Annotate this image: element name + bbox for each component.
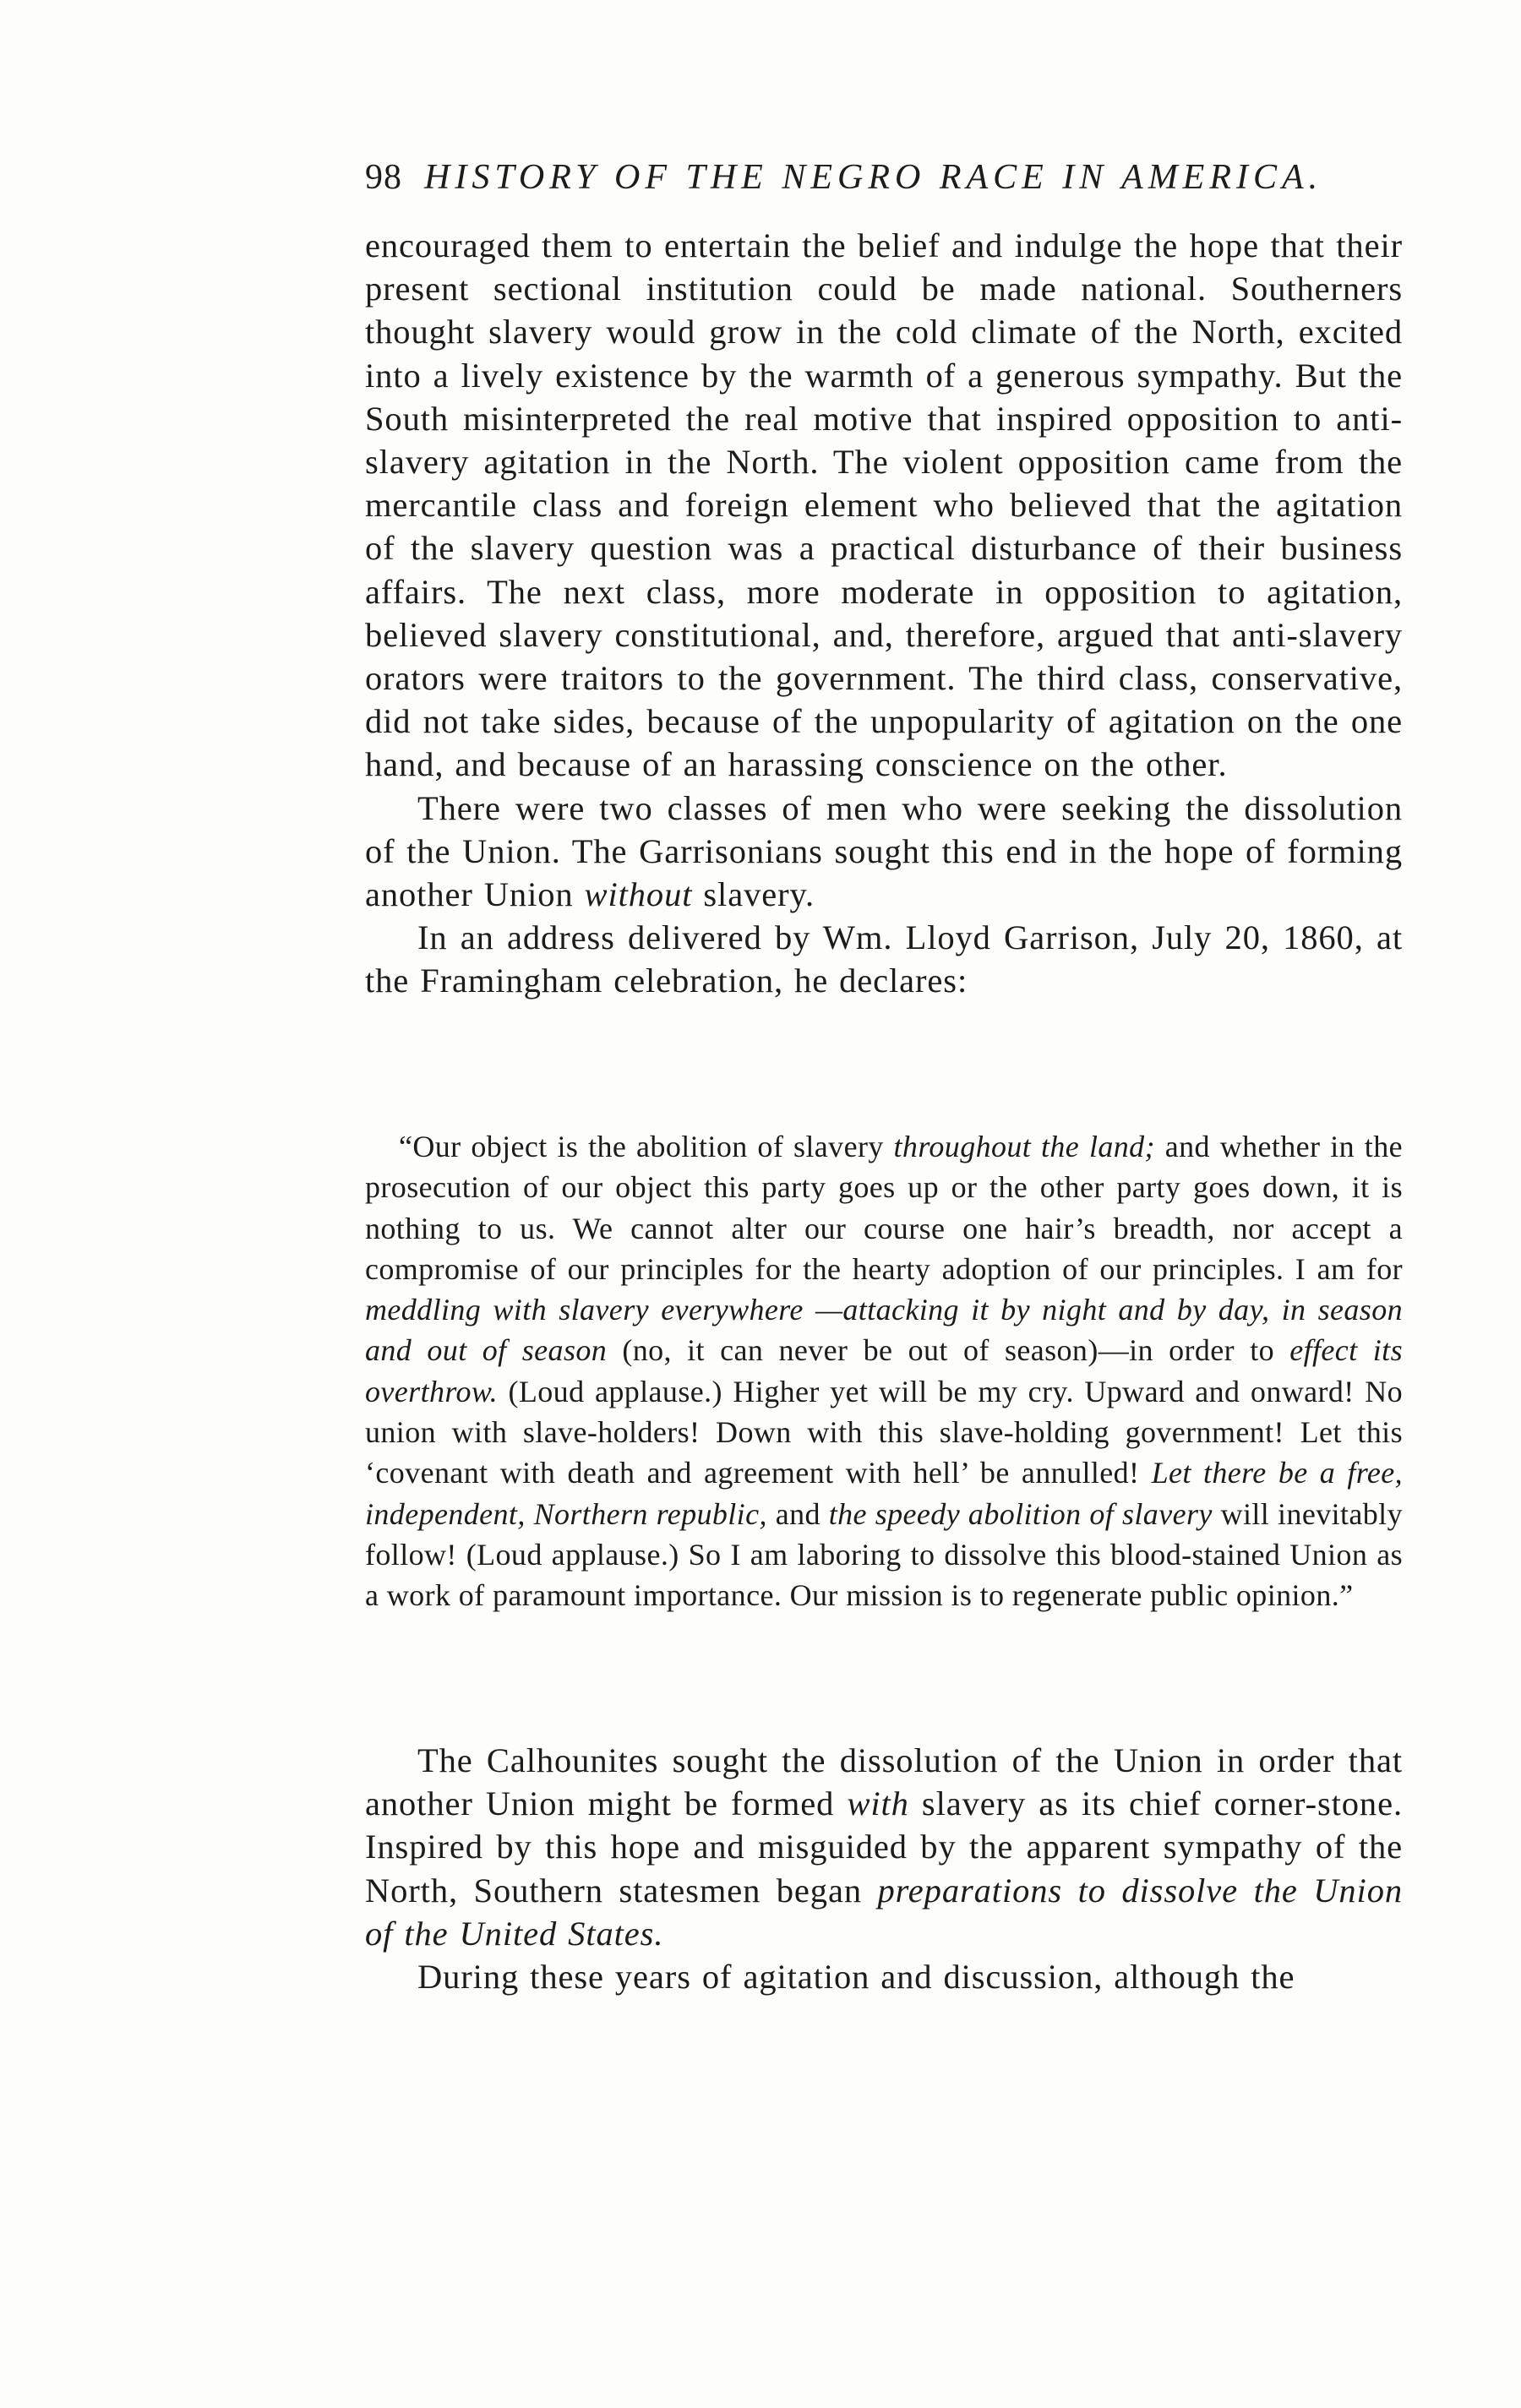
main-text-continued	[365, 1739, 1403, 1998]
paragraph-two-classes	[365, 787, 1403, 917]
paragraph-agitation	[365, 1955, 1403, 1998]
quote-text: (no, it can never be out of season)—in order to	[607, 1333, 1290, 1368]
paragraph-text: encouraged them to entertain the belief and indulge the hope that their present sectional institution could be made national. Southerners thought slavery would grow in the cold climate of the North, excited into a lively existence by the warmth of a generous sympathy. But the South misinterpreted the real motive that inspired opposition to anti-slavery agitation in the North. The violent opposition came from the mercantile class and foreign element who believed that the agitation of the slavery question was a practical disturbance of their business affairs. The next class, more moderate in opposition to agitation, believed slavery constitutional, and, therefore, argued that anti-slavery orators were traitors to the government. The third class, conservative, did not take sides, because of the unpopularity of agitation on the one hand, and because of an harassing conscience on the other.	[365, 226, 1403, 784]
quote-text: and	[766, 1496, 829, 1531]
paragraph-text: During these years of agitation and discussion, although the	[417, 1958, 1295, 1997]
paragraph-calhounites	[365, 1739, 1403, 1955]
paragraph-continuation	[365, 224, 1403, 787]
quote-text: “Our object is the abolition of slavery	[399, 1130, 894, 1163]
quote-emphasis: the speedy abolition of slavery	[828, 1496, 1213, 1531]
block-quote	[365, 1126, 1403, 1616]
quote-emphasis: effect its overthrow.	[365, 1333, 1403, 1408]
quote-text: (Loud applause.) Higher yet will be my cry. Upward and onward! No union with slave-holders! Down with this slave-holding government! Let this ‘covenant with death and agreement with hell’ be annulled!	[365, 1374, 1403, 1490]
quote-emphasis: meddling with slavery everywhere —attacking it by night and by day, in season and out of season	[365, 1293, 1403, 1368]
page-number: 98	[365, 158, 402, 197]
emphasis-text: with	[847, 1784, 909, 1823]
running-header	[365, 154, 1413, 201]
quote-text: will inevitably follow! (Loud applause.) So I am laboring to dissolve this blood-stained Union as a work of paramount importance. Our mission is to regenerate public opinion.”	[365, 1496, 1403, 1613]
quote-emphasis: throughout the land;	[893, 1130, 1155, 1163]
emphasis-text: without	[584, 875, 693, 914]
quote-emphasis: Let there be a free, independent, Northern republic,	[365, 1456, 1403, 1531]
paragraph-address-intro	[365, 916, 1403, 1002]
paragraph-text: In an address delivered by Wm. Lloyd Garrison, July 20, 1860, at the Framingham celebration, he declares:	[365, 918, 1403, 1000]
paragraph-text: The Calhounites sought the dissolution of the Union in order that another Union might be formed	[365, 1741, 1403, 1823]
emphasis-text: preparations to dissolve the Union of the United States.	[365, 1871, 1403, 1953]
paragraph-text: slavery.	[692, 875, 815, 914]
paragraph-text: slavery as its chief corner-stone. Inspired by this hope and misguided by the apparent sympathy of the North, Southern statesmen began	[365, 1784, 1403, 1910]
quote-text: and whether in the prosecution of our object this party goes up or the other party goes down, it is nothing to us. We cannot alter our course one hair’s breadth, nor accept a compromise of our principles for the hearty adoption of our principles. I am for	[365, 1130, 1403, 1286]
paragraph-text: There were two classes of men who were seeking the dissolution of the Union. The Garrisonians sought this end in the hope of forming another Union	[365, 788, 1403, 914]
quote-paragraph	[365, 1126, 1403, 1616]
main-text	[365, 224, 1403, 1003]
running-title: HISTORY OF THE NEGRO RACE IN AMERICA.	[424, 158, 1323, 197]
